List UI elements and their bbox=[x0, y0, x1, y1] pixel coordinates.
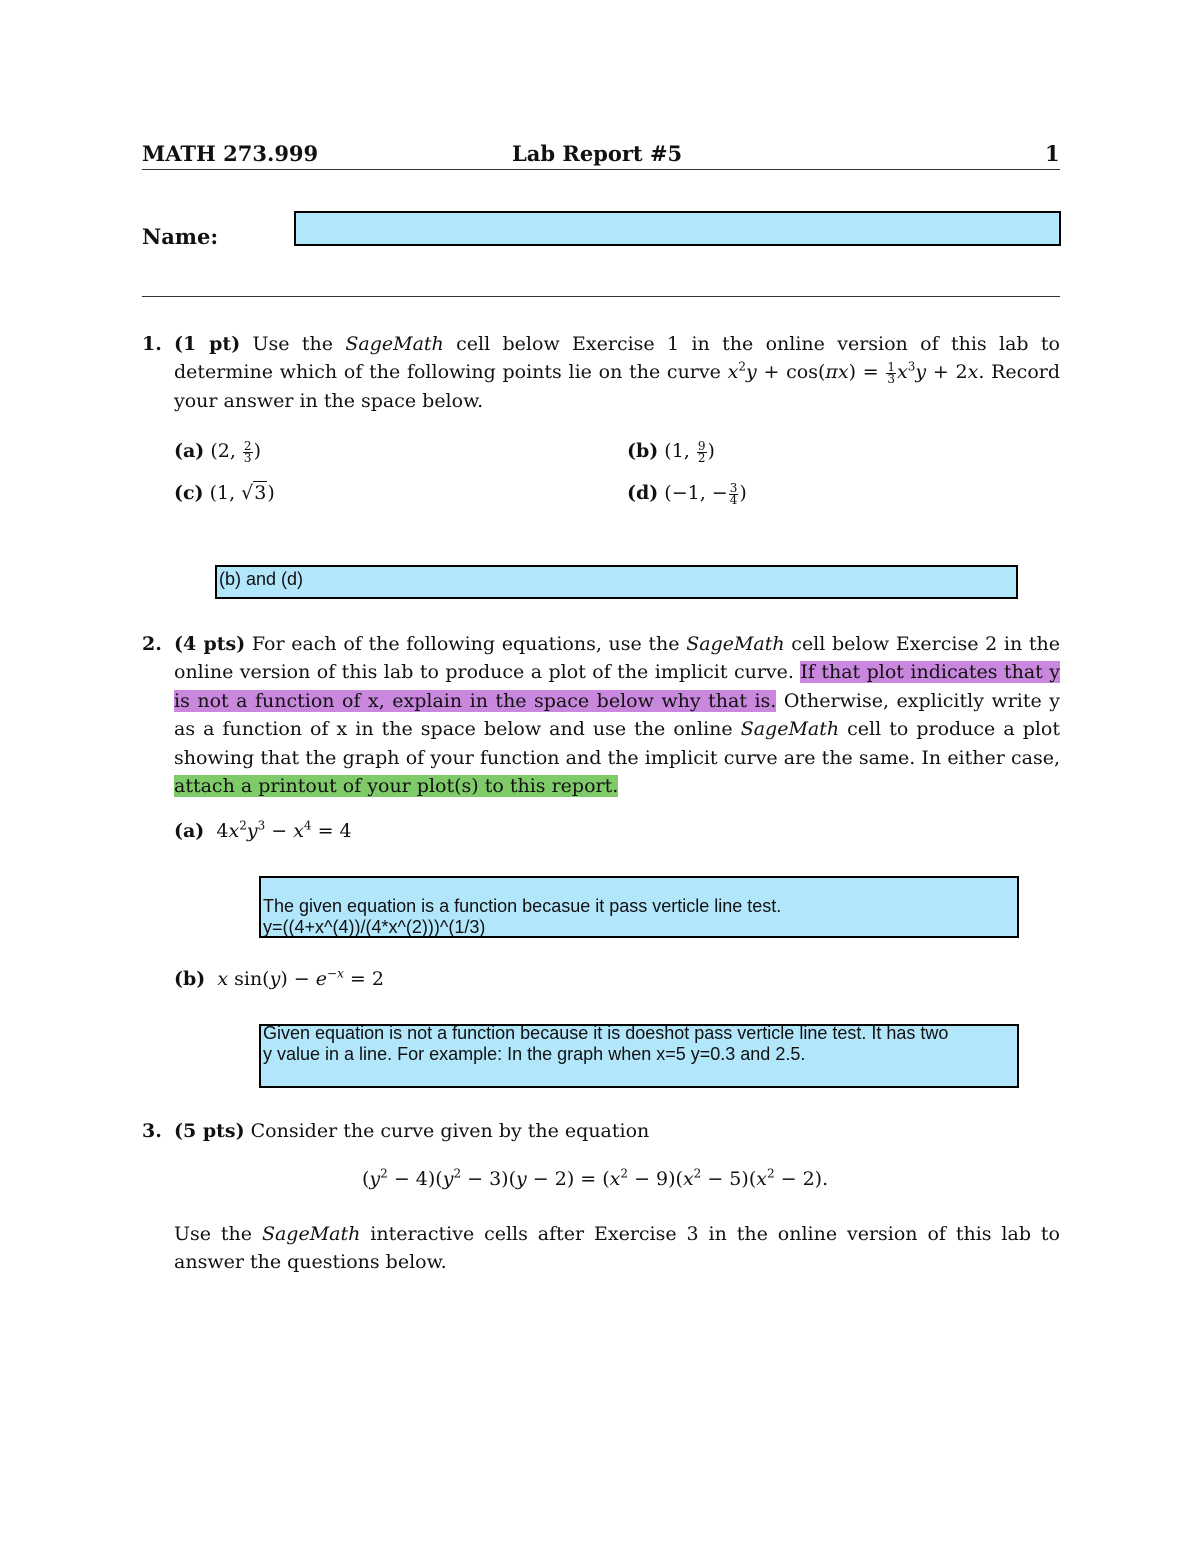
question-3-instructions: Use the SageMath interactive cells after Exercise 3 in the online version of this lab to answer the questions below. bbox=[174, 1223, 1060, 1274]
question-number: 3. bbox=[142, 1120, 162, 1142]
q2b-answer-field[interactable]: Given equation is not a function because it is doeshot pass verticle line test. It has two y value in a line. For example: In the graph when x=5 y=0.3 and 2.5. bbox=[259, 1024, 1019, 1088]
course-code: MATH 273.999 bbox=[142, 141, 319, 166]
name-field[interactable] bbox=[294, 211, 1061, 246]
part-a: (a) $4x^2y^3 - x^4 = 4$ bbox=[174, 818, 352, 842]
option-a: (a) (2, $\frac{2}{3}$ ) bbox=[174, 438, 261, 465]
option-b: (b) (1, $\frac{9}{2}$ ) bbox=[627, 438, 715, 465]
part-b: (b) x $\sin(y) - e^{-x} = 2$ bbox=[174, 966, 384, 990]
green-highlight: attach a printout of your plot(s) to this report. bbox=[174, 775, 619, 798]
section-rule bbox=[142, 296, 1060, 297]
sagemath-label: SageMath bbox=[261, 1223, 361, 1245]
points-label: (4 pts) bbox=[174, 633, 246, 655]
sagemath-label: SageMath bbox=[686, 633, 785, 655]
sagemath-label: SageMath bbox=[740, 718, 840, 741]
page-number: 1 bbox=[1045, 141, 1060, 166]
q1-answer-field[interactable]: (b) and (d) bbox=[215, 565, 1018, 599]
option-d: (d) (−1, − $\frac{3}{4}$ ) bbox=[627, 480, 747, 507]
points-label: (1 pt) bbox=[174, 333, 241, 355]
sagemath-label: SageMath bbox=[345, 333, 444, 355]
question-number: 1. bbox=[142, 333, 162, 355]
points-label: (5 pts) bbox=[174, 1120, 245, 1142]
question-3: 3. (5 pts) Consider the curve given by the equation bbox=[142, 1120, 650, 1142]
document-title: Lab Report #5 bbox=[512, 141, 683, 166]
display-equation: $(y^2 - 4)(y^2 - 3)(y - 2) = (x^2 - 9)(x^2 - 5)(x^2 - 2)$. bbox=[362, 1166, 829, 1190]
pink-highlight: If that plot indicates that y is not a function of x, explain in the space below why that is. bbox=[174, 661, 1060, 712]
option-c: (c) (1, √3) bbox=[174, 482, 275, 504]
name-label: Name: bbox=[142, 224, 219, 249]
question-1: 1. (1 pt) Use the SageMath cell below Exercise 1 in the online version of this lab to determine which of the following points lie on the curve $x^2y + \cos(\pi x)$ = $\frac{1}{3}$ $x^3y + 2x$. Record your answer in the space below. bbox=[142, 330, 1060, 415]
question-number: 2. bbox=[142, 633, 162, 655]
header-rule bbox=[142, 169, 1060, 170]
q2a-answer-field[interactable]: The given equation is a function becasue it pass verticle line test. y=((4+x^(4))/(4*x^(2)))^(1/3) bbox=[259, 876, 1019, 938]
curve-equation: $x^2y + \cos(\pi x)$ = $\frac{1}{3}$ $x^3y + 2x$ bbox=[727, 359, 979, 386]
question-2: 2. (4 pts) For each of the following equations, use the SageMath cell below Exercise 2 in the online version of this lab to produce a plot of the implicit curve. If that plot indicates that y is not a function of x, explain in the space below why that is. Otherwise, explicitly write y as a function of x in the space below and use the online SageMath cell to produce a plot showing that the graph of your function and the implicit curve are the same. In either case, attach a printout of your plot(s) to this report. bbox=[142, 633, 1061, 798]
